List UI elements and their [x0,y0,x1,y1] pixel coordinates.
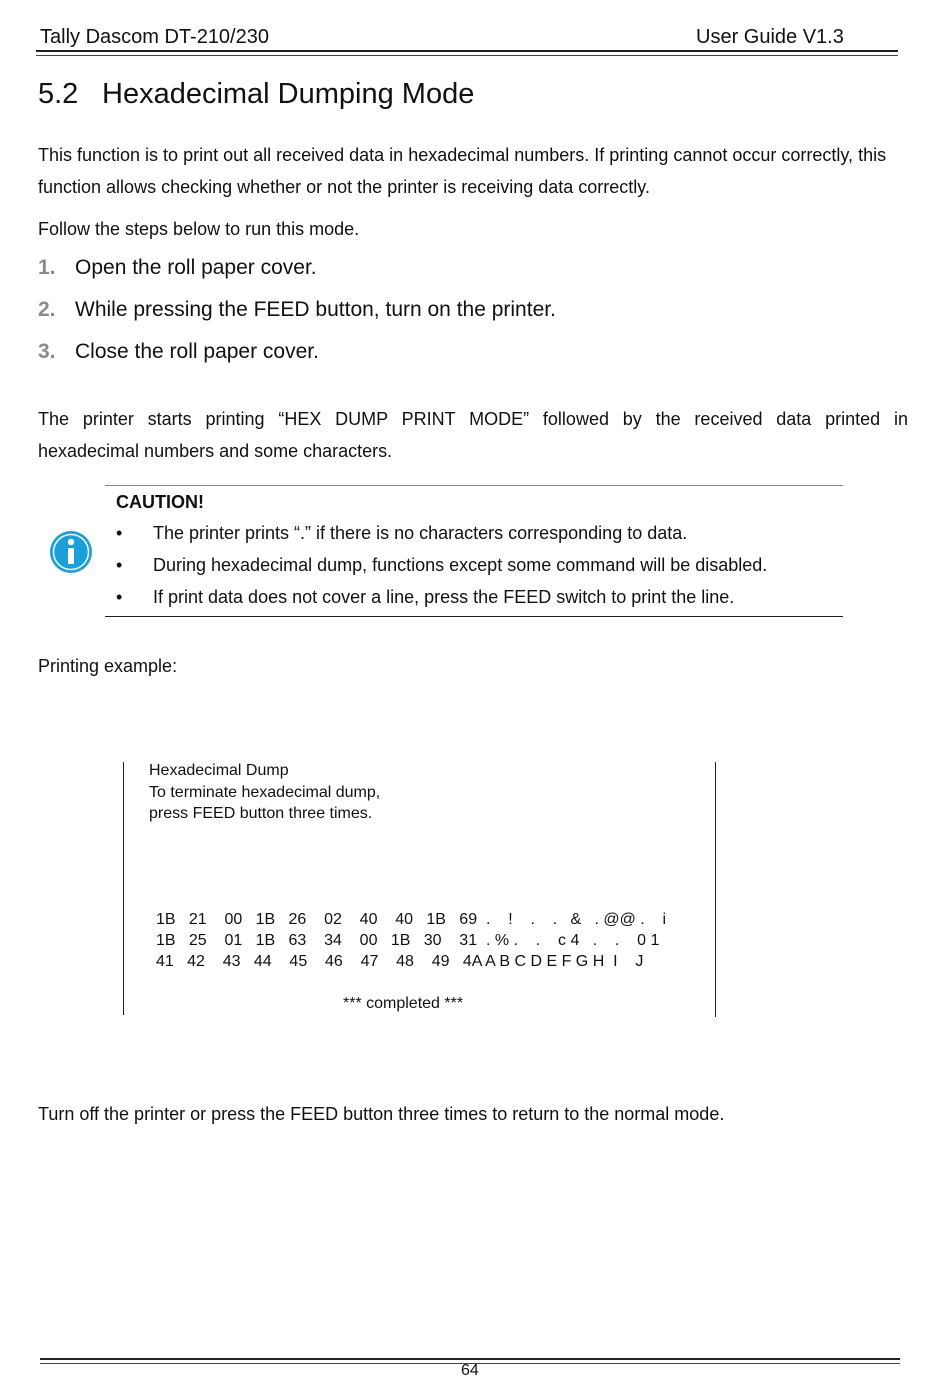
bullet-icon: • [116,523,123,543]
caution-item [116,587,734,608]
printing-example-label: Printing example: [38,656,178,676]
caution-item-text: If print data does not cover a line, press the FEED switch to print the line. [153,587,735,607]
caution-item-text: The printer prints “.” if there is no characters corresponding to data. [153,523,688,543]
section-title [38,78,474,111]
result-line-2: hexadecimal numbers and some characters. [38,441,393,461]
header-rule-thin [36,55,898,56]
receipt-left-edge [123,762,124,1015]
result-line-1: The printer starts printing “HEX DUMP PRINT MODE” followed by the received data printed in [38,409,908,429]
page-number: 64 [461,1362,479,1379]
caution-top-rule [105,485,843,486]
receipt-line: To terminate hexadecimal dump, [149,784,381,801]
header-product: Tally Dascom DT-210/230 [40,26,269,48]
step-text: Open the roll paper cover. [75,256,317,279]
result-paragraph [38,403,908,467]
intro-paragraph: This function is to print out all received data in hexadecimal numbers. If printing cannot occur correctly, this function allows checking whether or not the printer is receiving data correctly. [38,145,887,197]
receipt-line: press FEED button three times. [149,805,373,822]
steps-intro: Follow the steps below to run this mode. [38,219,360,239]
step-1 [38,256,317,280]
step-number: 3. [38,340,56,363]
info-icon [49,530,93,574]
header-rule [36,50,898,52]
receipt-completed: *** completed *** [343,995,464,1012]
receipt-title: Hexadecimal Dump [149,762,289,779]
step-number: 2. [38,298,56,321]
footer-rule [40,1358,900,1360]
hex-row: 41 42 43 44 45 46 47 48 49 4A A B C D E F G H I J [156,953,644,970]
closing-paragraph: Turn off the printer or press the FEED button three times to return to the normal mode. [38,1104,725,1124]
caution-item-text: During hexadecimal dump, functions except some command will be disabled. [153,555,768,575]
caution-item [116,523,687,544]
bullet-icon: • [116,555,123,575]
header-guide-version: User Guide V1.3 [696,26,844,48]
step-2 [38,298,556,322]
caution-item [116,555,767,576]
caution-title: CAUTION! [116,492,204,512]
step-text: While pressing the FEED button, turn on the printer. [75,298,556,321]
caution-bottom-rule [105,616,843,617]
section-number: 5.2 [38,78,79,110]
step-3 [38,340,319,364]
step-number: 1. [38,256,56,279]
receipt-right-edge [715,762,716,1017]
hex-row: 1B 25 01 1B 63 34 00 1B 30 31 . % . . c 4 . . 0 1 [156,932,660,949]
section-title-text: Hexadecimal Dumping Mode [102,78,475,110]
step-text: Close the roll paper cover. [75,340,319,363]
bullet-icon: • [116,587,123,607]
hex-row: 1B 21 00 1B 26 02 40 40 1B 69 . ! . . & . @@ . i [156,911,667,928]
